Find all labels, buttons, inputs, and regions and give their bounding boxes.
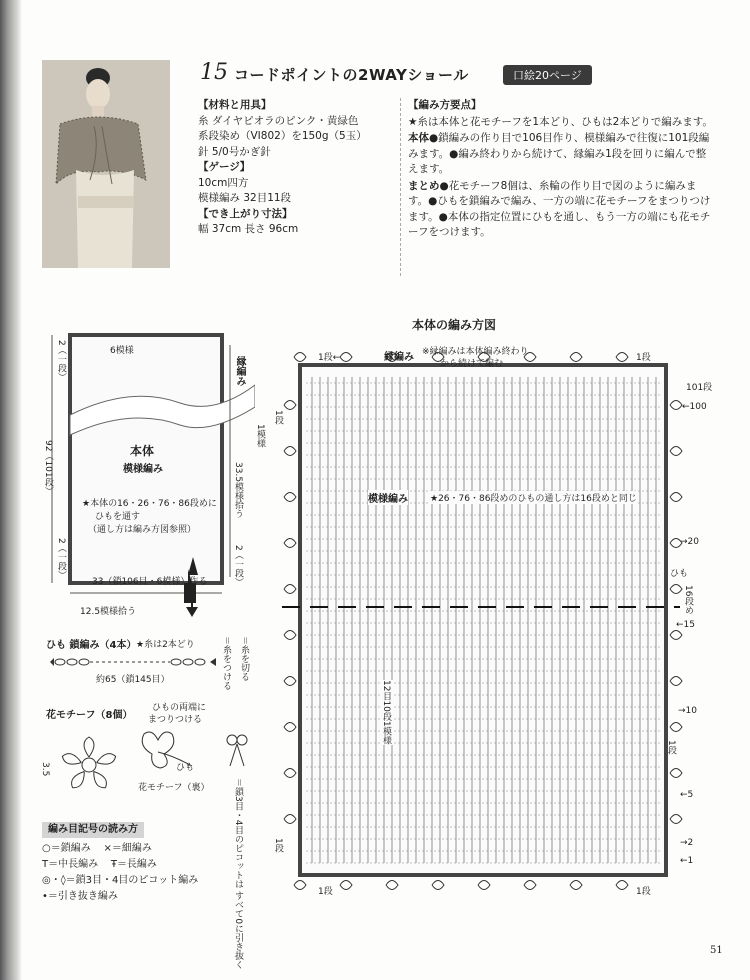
gauge-line: 10cm四方 bbox=[198, 176, 249, 189]
string-cut: ＝糸を切る bbox=[239, 636, 249, 682]
chart-row1-top-left: 1段← bbox=[318, 353, 341, 363]
flower-rope-label: ひも bbox=[176, 763, 195, 773]
gauge-line-2: 模様編み 32目11段 bbox=[198, 192, 292, 204]
picot-edge-motif bbox=[340, 881, 352, 890]
chart-edge-label: 縁編み bbox=[384, 352, 414, 363]
picot-bow bbox=[224, 730, 250, 770]
picot-edge-motif bbox=[670, 815, 682, 824]
page-badge: 口絵20ページ bbox=[503, 65, 592, 85]
half-double-icon: T bbox=[42, 859, 49, 870]
flower-motif-chart bbox=[54, 730, 124, 800]
legend-title: 編み目記号の読み方 bbox=[42, 822, 144, 838]
picot-edge-motif bbox=[670, 585, 682, 594]
string-attach: ＝糸をつける bbox=[221, 636, 231, 691]
size-heading: 【でき上がり寸法】 bbox=[198, 207, 293, 220]
picot-edge-motif bbox=[284, 677, 296, 686]
picot-edge-motif bbox=[478, 881, 490, 890]
chart-row-2: →2 bbox=[680, 838, 694, 848]
picot-edge-motif bbox=[294, 353, 306, 362]
legend-chain: ＝鎖編み bbox=[50, 843, 91, 854]
legend-row-3 bbox=[42, 873, 242, 889]
step-finish-head: まとめ bbox=[408, 179, 440, 192]
steps-heading: 【編み方要点】 bbox=[408, 99, 482, 111]
picot-edge-motif bbox=[284, 769, 296, 778]
instructions-block bbox=[408, 98, 713, 242]
schematic-right-bottom: 2（一段） bbox=[233, 545, 243, 587]
chart-row-100: ←100 bbox=[682, 402, 707, 412]
yarn-line: 糸 ダイヤピオラのピンク・黄緑色 bbox=[198, 114, 359, 127]
picot-edge-motif bbox=[524, 881, 536, 890]
double-crochet-icon: Ŧ bbox=[110, 859, 117, 870]
step-yarn: ★糸は本体と花モチーフを1本どり、ひもは2本どりで編みます。 bbox=[408, 115, 713, 128]
title-row bbox=[200, 60, 720, 86]
picot-edge-motif bbox=[340, 353, 352, 362]
chart-row-5: ←5 bbox=[680, 790, 694, 800]
picot-note: ＝鎖3目・4目のピコットは すべて0に引き抜く bbox=[233, 778, 243, 970]
main-chart-title: 本体の編み方図 bbox=[412, 318, 497, 332]
chart-pattern-label: 模様編み bbox=[368, 490, 408, 505]
chain-stitch-icon: ○ bbox=[42, 843, 51, 854]
flower-note-2: まつりつける bbox=[148, 715, 203, 725]
materials-heading: 【材料と用具】 bbox=[198, 99, 272, 111]
chart-edge-note-2: から続けて編む bbox=[440, 359, 504, 369]
chart-row-20: →20 bbox=[680, 537, 699, 547]
picot-icon: ◎・◊ bbox=[42, 875, 66, 886]
picot-edge-motif bbox=[616, 881, 628, 890]
gauge-heading: 【ゲージ】 bbox=[198, 161, 251, 173]
picot-edge-motif bbox=[432, 881, 444, 890]
step-finish-text: ●花モチーフ8個は、糸輪の作り目で図のように編みます。●ひもを鎖編みで編み、一方の端に花モチーフをまつりつけます。●本体の指定位置にひもを通し、もう一方の端にも花モチーフをつけます。 bbox=[408, 179, 711, 238]
picot-edge-motif bbox=[284, 493, 296, 502]
chart-motif-label: 1模様 bbox=[255, 424, 265, 448]
schematic-left-top: 2（一段） bbox=[56, 340, 66, 382]
schematic-note-1: ★本体の16・26・76・86段めに bbox=[82, 499, 217, 509]
stitch-legend bbox=[42, 822, 242, 905]
legend-single: ＝細編み bbox=[111, 843, 152, 854]
size-line: 幅 37cm 長さ 96cm bbox=[198, 223, 299, 235]
flower-note-1: ひもの両端に bbox=[152, 703, 207, 713]
step-body bbox=[408, 131, 713, 178]
chart-left-row1: 1段 bbox=[273, 410, 283, 425]
flower-back-label: 花モチーフ（裏） bbox=[138, 783, 210, 793]
schematic-note-3: （通し方は編み方図参照） bbox=[88, 525, 197, 535]
picot-edge-motif bbox=[284, 631, 296, 640]
page-gutter bbox=[0, 0, 22, 980]
picot-edge-motif bbox=[570, 881, 582, 890]
step-body-head: 本体 bbox=[408, 132, 429, 144]
legend-double: ＝長編み bbox=[116, 859, 157, 870]
single-crochet-icon: × bbox=[103, 843, 112, 854]
picot-edge-motif bbox=[570, 353, 582, 362]
chain-string bbox=[50, 656, 220, 668]
step-body-text: ●鎖編みの作り目で106目作り、模様編みで往復に101段編みます。●編み終わりから続けて、縁編み1段を回りに編んで整えます。 bbox=[408, 132, 710, 175]
picot-edge-motif bbox=[670, 677, 682, 686]
picot-edge-motif bbox=[616, 353, 628, 362]
chart-row-repeat: 12目10段1模様 bbox=[381, 680, 391, 745]
yarn-line-2: 系段染め（VI802）を150g（5玉） bbox=[198, 130, 367, 142]
chart-edge-note-1: ※縁編みは本体編み終わり bbox=[422, 347, 529, 357]
picot-edge-motif bbox=[670, 631, 682, 640]
schematic-top-dim: 6模様 bbox=[110, 346, 134, 356]
schematic-body-title: 本体 bbox=[130, 444, 155, 458]
string-length: 約65（鎖145目） bbox=[96, 675, 170, 685]
picot-edge-motif bbox=[670, 401, 682, 410]
picot-edge-motif bbox=[284, 539, 296, 548]
pattern-number: 15 bbox=[200, 60, 228, 85]
chart-string-note: ★26・76・86段めのひもの通し方は16段めと同じ bbox=[430, 491, 637, 504]
flower-size: 3.5 bbox=[40, 762, 50, 777]
picot-edge-motif bbox=[386, 881, 398, 890]
string-note: ★糸は2本どり bbox=[136, 640, 195, 650]
picot-edge-motif bbox=[670, 723, 682, 732]
needle-line: 針 5/0号かぎ針 bbox=[198, 145, 271, 158]
chart-bottom-left: 1段 bbox=[318, 887, 333, 897]
slip-stitch-icon: • bbox=[42, 891, 48, 902]
legend-picot: ＝鎖3目・4目のピコット編み bbox=[65, 875, 199, 886]
picot-edge-motif bbox=[284, 401, 296, 410]
chart-row-16: 16段め bbox=[683, 585, 693, 615]
flower-title: 花モチーフ（8個） bbox=[46, 710, 133, 721]
step-finish bbox=[408, 179, 713, 241]
main-stitch-chart bbox=[260, 335, 700, 915]
column-divider bbox=[400, 98, 401, 276]
materials-block bbox=[198, 98, 398, 238]
picot-edge-motif bbox=[294, 881, 306, 890]
schematic-body-sub: 模様編み bbox=[123, 464, 163, 475]
string-title: ひも 鎖編み（4本） bbox=[46, 640, 137, 651]
legend-half-double: ＝中長編み bbox=[48, 859, 99, 870]
schematic-note-2: ひもを通す bbox=[95, 512, 141, 522]
page-number: 51 bbox=[710, 945, 723, 956]
schematic-right-label: 33.5模様拾う bbox=[233, 462, 243, 519]
picot-edge-motif bbox=[284, 815, 296, 824]
pattern-title: コードポイントの2WAYショール bbox=[234, 66, 469, 84]
picot-edge-motif bbox=[670, 769, 682, 778]
chart-row-101: 101段 bbox=[686, 383, 713, 393]
chart-row1-top-right: 1段 bbox=[636, 353, 651, 363]
picot-edge-motif bbox=[284, 447, 296, 456]
schematic-left-height: 92（101段） bbox=[43, 440, 53, 496]
schematic-bottom-dim: 33（鎖106目・6模様）作る bbox=[92, 577, 208, 587]
chart-string-label: ひも bbox=[670, 569, 689, 579]
model-photo bbox=[42, 60, 170, 268]
chart-row1-side: 1段 bbox=[666, 740, 676, 755]
chart-row-15: ←15 bbox=[676, 620, 695, 630]
picot-edge-motif bbox=[670, 447, 682, 456]
legend-slip: ＝引き抜き編み bbox=[47, 891, 118, 902]
legend-row-4 bbox=[42, 889, 242, 905]
chart-row-10: →10 bbox=[678, 706, 697, 716]
picot-edge-motif bbox=[284, 585, 296, 594]
chart-left-row1-bottom: 1段 bbox=[273, 838, 283, 853]
legend-row-2 bbox=[42, 857, 242, 873]
chart-row-1: ←1 bbox=[680, 856, 694, 866]
legend-row-1 bbox=[42, 841, 242, 857]
picot-edge-motif bbox=[670, 493, 682, 502]
schematic-edge-label: 縁編み bbox=[234, 356, 245, 386]
schematic-bottom-pick: 12.5模様拾う bbox=[80, 607, 137, 617]
picot-edge-motif bbox=[284, 723, 296, 732]
chart-bottom-right: 1段 bbox=[636, 887, 651, 897]
schematic-left-bottom: 2（一段） bbox=[56, 538, 66, 580]
